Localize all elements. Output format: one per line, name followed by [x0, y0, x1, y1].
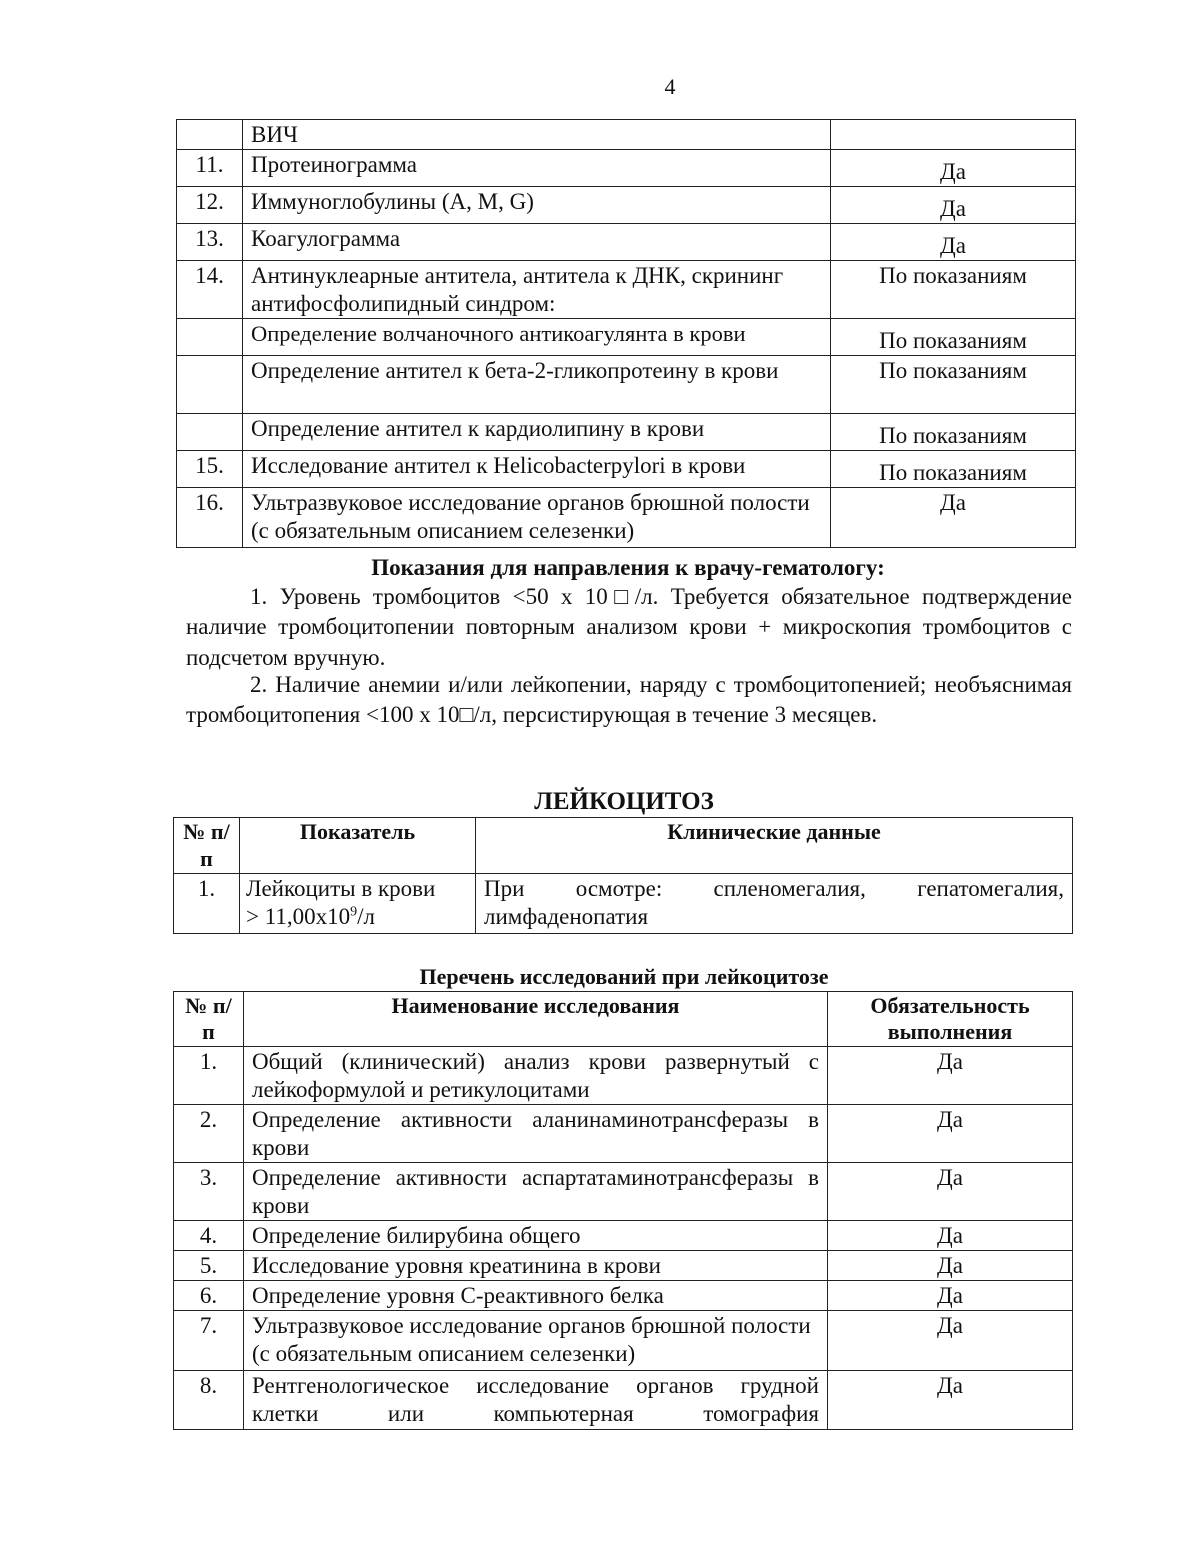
clinical-data — [476, 873, 1073, 933]
row-number — [177, 120, 243, 150]
leukocytosis-table — [173, 817, 1073, 934]
study-name: Определение волчаночного антикоагулянта в крови — [243, 319, 831, 356]
table-row — [174, 1163, 1073, 1221]
row-number: 16. — [177, 488, 243, 548]
requirement: Да — [828, 1105, 1073, 1163]
row-number: 15. — [177, 451, 243, 488]
header-clinical: Клинические данные — [476, 818, 1073, 874]
indications-title: Показания для направления к врачу-гематологу: — [371, 555, 885, 580]
row-number: 5. — [174, 1251, 244, 1281]
table-row — [177, 120, 1076, 150]
clinical-text: При осмотре: спленомегалия, гепатомегалия, лимфаденопатия — [484, 875, 1064, 929]
row-number: 3. — [174, 1163, 244, 1221]
studies-table-continued — [176, 119, 1076, 548]
table-row — [177, 356, 1076, 414]
requirement: Да — [828, 1371, 1073, 1429]
indication-text: 2. Наличие анемии и/или лейкопении, наряду с тромбоцитопенией; необъяснимая тромбоцитопения <100 x 10□/л, персистирующая в течение 3 месяцев. — [186, 672, 1072, 728]
study-name: Ультразвуковое исследование органов брюшной полости (с обязательным описанием селезенки) — [244, 1311, 828, 1371]
page-number: 4 — [664, 74, 676, 99]
table-row — [177, 451, 1076, 488]
row-number: 14. — [177, 261, 243, 319]
study-name: Определение уровня С-реактивного белка — [244, 1281, 828, 1311]
indicator-line-1: Лейкоциты в крови — [246, 875, 436, 901]
table-row — [177, 224, 1076, 261]
requirement: Да — [828, 1163, 1073, 1221]
row-number — [177, 319, 243, 356]
leukocytosis-studies-table — [173, 991, 1073, 1430]
row-number: 1. — [174, 873, 240, 933]
table-row — [177, 187, 1076, 224]
requirement: По показаниям — [831, 319, 1076, 356]
requirement: Да — [828, 1251, 1073, 1281]
requirement: Да — [828, 1281, 1073, 1311]
study-name: ВИЧ — [243, 120, 831, 150]
leukocytosis-title: ЛЕЙКОЦИТОЗ — [534, 788, 714, 815]
studies-list-title: Перечень исследований при лейкоцитозе — [419, 964, 829, 989]
table-row — [174, 873, 1073, 933]
table-header-row — [174, 992, 1073, 1047]
indication-1 — [186, 582, 1072, 673]
study-name: Исследование уровня креатинина в крови — [244, 1251, 828, 1281]
table-row — [177, 319, 1076, 356]
table-row — [177, 261, 1076, 319]
row-number — [177, 356, 243, 414]
table-row — [177, 414, 1076, 451]
indication-text: 1. Уровень тромбоцитов <50 x 10□/л. Требуется обязательное подтверждение наличие тромбоцитопении повторным анализом крови + микроскопия тромбоцитов с подсчетом вручную. — [186, 584, 1072, 670]
study-name: Определение активности аланинаминотрансферазы в крови — [244, 1105, 828, 1163]
header-req: Обязательность выполнения — [828, 992, 1073, 1047]
header-num: № п/п — [174, 992, 244, 1047]
table-row — [174, 1281, 1073, 1311]
table-row — [177, 150, 1076, 187]
table-row — [174, 1047, 1073, 1105]
study-name: Рентгенологическое исследование органов грудной клетки или компьютерная томография — [244, 1371, 828, 1429]
indicator-line-2: > 11,00x10 — [246, 903, 351, 929]
requirement: По показаниям — [831, 414, 1076, 451]
requirement: По показаниям — [831, 356, 1076, 414]
study-name: Иммуноглобулины (A, M, G) — [243, 187, 831, 224]
study-name: Определение антител к бета-2-гликопротеину в крови — [243, 356, 831, 414]
row-number — [177, 414, 243, 451]
header-num: № п/п — [174, 818, 240, 874]
study-name: Определение активности аспартатаминотрансферазы в крови — [244, 1163, 828, 1221]
table-row — [177, 488, 1076, 548]
row-number: 1. — [174, 1047, 244, 1105]
requirement: Да — [831, 187, 1076, 224]
exponent: 9 — [350, 904, 358, 920]
row-number: 2. — [174, 1105, 244, 1163]
table-row — [174, 1251, 1073, 1281]
table-row — [174, 1311, 1073, 1371]
table-row — [174, 1221, 1073, 1251]
row-number: 7. — [174, 1311, 244, 1371]
row-number: 6. — [174, 1281, 244, 1311]
requirement: По показаниям — [831, 261, 1076, 319]
study-name: Определение антител к кардиолипину в крови — [243, 414, 831, 451]
requirement: Да — [828, 1047, 1073, 1105]
study-name: Определение билирубина общего — [244, 1221, 828, 1251]
indication-2 — [186, 670, 1072, 731]
requirement: Да — [828, 1311, 1073, 1371]
table-row — [174, 1371, 1073, 1429]
requirement: Да — [828, 1221, 1073, 1251]
row-number: 12. — [177, 187, 243, 224]
table-header-row — [174, 818, 1073, 874]
row-number: 4. — [174, 1221, 244, 1251]
study-name: Протеинограмма — [243, 150, 831, 187]
study-name: Ультразвуковое исследование органов брюшной полости (с обязательным описанием селезенки) — [243, 488, 831, 548]
header-indicator: Показатель — [240, 818, 476, 874]
study-name: Коагулограмма — [243, 224, 831, 261]
row-number: 11. — [177, 150, 243, 187]
unit: /л — [357, 903, 375, 929]
study-name: Антинуклеарные антитела, антитела к ДНК, скрининг антифосфолипидный синдром: — [243, 261, 831, 319]
indicator — [240, 873, 476, 933]
row-number: 13. — [177, 224, 243, 261]
requirement: Да — [831, 488, 1076, 548]
requirement: Да — [831, 150, 1076, 187]
header-name: Наименование исследования — [244, 992, 828, 1047]
study-name: Общий (клинический) анализ крови развернутый с лейкоформулой и ретикулоцитами — [244, 1047, 828, 1105]
study-name: Исследование антител к Helicobacterpylori в крови — [243, 451, 831, 488]
row-number: 8. — [174, 1371, 244, 1429]
requirement: По показаниям — [831, 451, 1076, 488]
table-row — [174, 1105, 1073, 1163]
requirement: Да — [831, 224, 1076, 261]
requirement — [831, 120, 1076, 150]
